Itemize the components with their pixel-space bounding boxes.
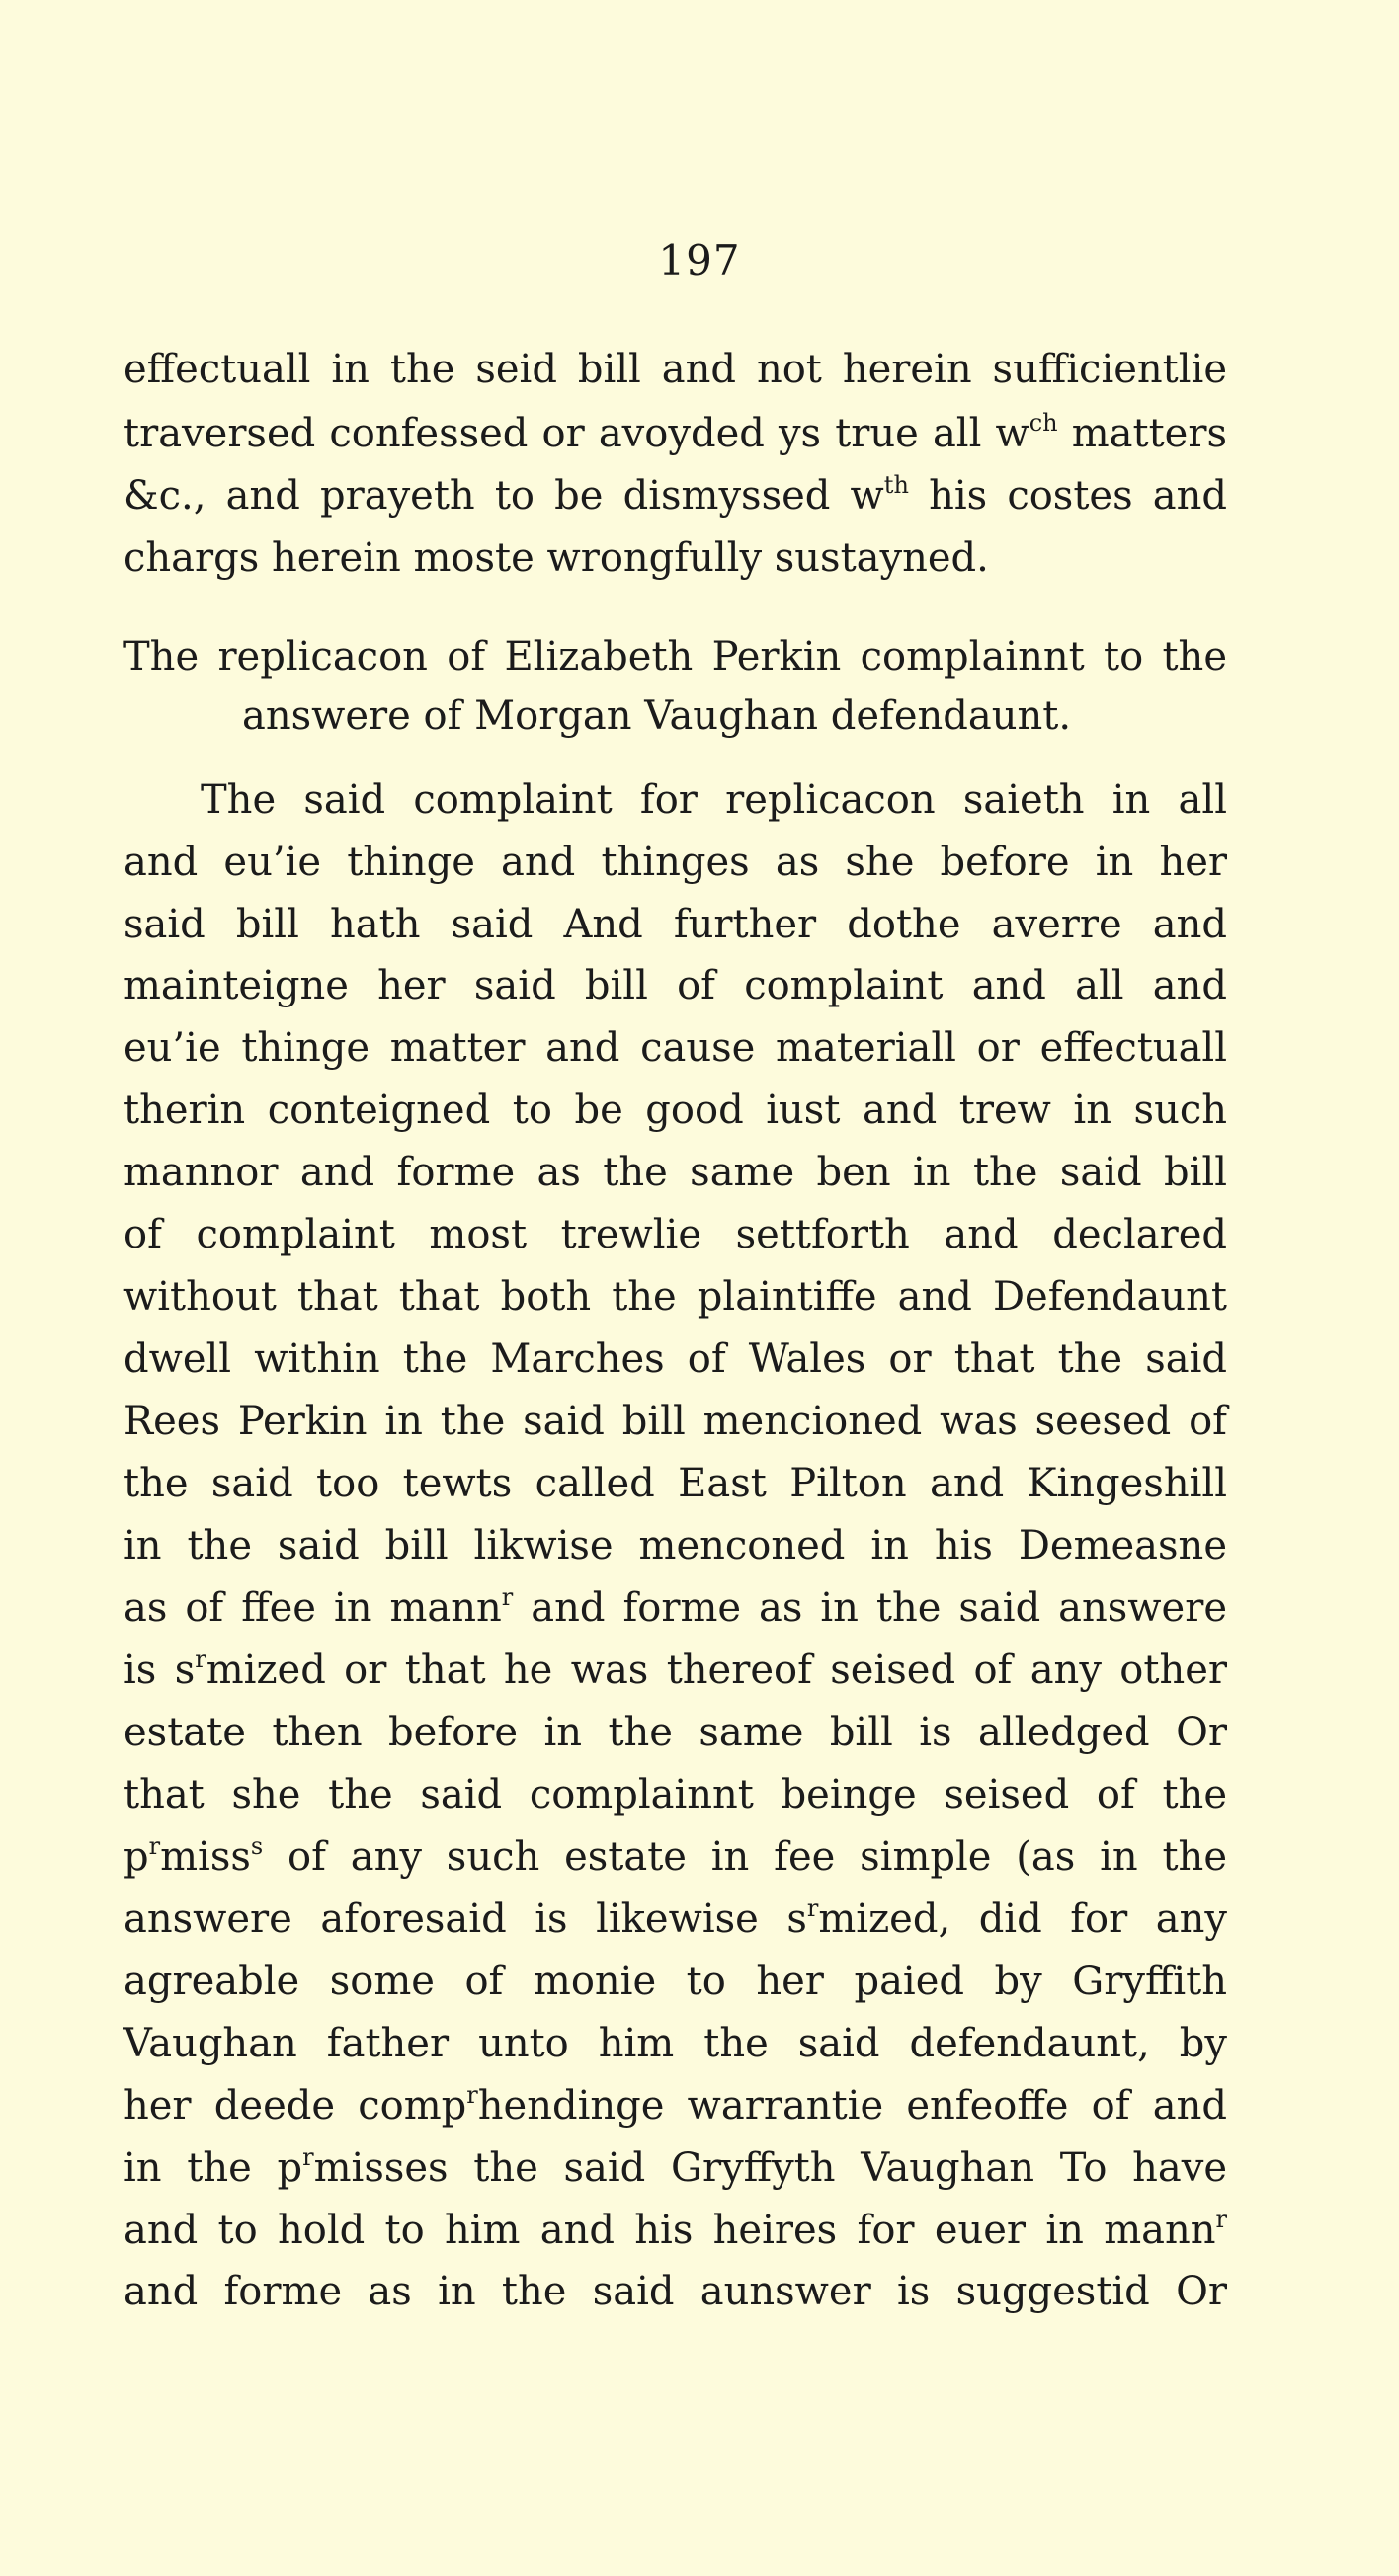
replication-line [123, 1705, 1227, 1760]
replication-line [123, 1020, 1227, 1076]
page-number: 197 [658, 236, 741, 284]
superscript-abbrev: s [250, 1832, 264, 1860]
text-run: estate then before in the same bill is alledged Or [123, 1710, 1227, 1755]
replication-line [123, 2016, 1227, 2071]
text-run: &c., and prayeth to be dismyssed w [123, 473, 884, 519]
replication-line [123, 1331, 1227, 1387]
replication-line [123, 958, 1227, 1013]
superscript-abbrev: r [302, 2143, 314, 2171]
continuation-line [123, 468, 1227, 523]
text-run: and to hold to him and his heires for euer in mann [123, 2208, 1216, 2253]
text-run: The replicacon of Elizabeth Perkin complainnt to the [123, 634, 1227, 680]
text-run: of complaint most trewlie settforth and declared [123, 1212, 1227, 1257]
text-run: matters [1057, 411, 1227, 456]
replication-line [123, 1767, 1227, 1822]
superscript-abbrev: ch [1029, 409, 1058, 437]
text-run: of any such estate in fee simple (as in the [263, 1834, 1227, 1880]
replication-line [123, 2203, 1227, 2258]
text-run: eu’ie thinge matter and cause materiall or effectuall [123, 1025, 1227, 1071]
superscript-abbrev: r [195, 1646, 206, 1673]
continuation-line [123, 530, 1227, 586]
text-run: said bill hath said And further dothe averre and [123, 902, 1227, 947]
continuation-line [123, 406, 1227, 461]
continuation-line [123, 342, 1227, 397]
replication-line [123, 2140, 1227, 2196]
text-run: mainteigne her said bill of complaint and all and [123, 963, 1227, 1008]
text-run: therin conteigned to be good iust and trew in such [123, 1087, 1227, 1133]
superscript-abbrev: r [148, 1832, 161, 1860]
replication-line [123, 1269, 1227, 1325]
replication-line [123, 1083, 1227, 1138]
superscript-abbrev: th [883, 471, 909, 499]
superscript-abbrev: r [1215, 2206, 1227, 2233]
replication-line [123, 2264, 1227, 2319]
text-run: misses the said Gryffyth Vaughan To have [313, 2145, 1227, 2191]
text-run: the said too tewts called East Pilton and Kingeshill [123, 1461, 1227, 1506]
superscript-abbrev: r [501, 1583, 514, 1611]
text-run: Rees Perkin in the said bill mencioned was seesed of [123, 1399, 1227, 1444]
replication-line [201, 772, 1227, 828]
replication-line [123, 1580, 1227, 1636]
text-run: answere aforesaid is likewise s [123, 1896, 807, 1942]
replication-line [123, 1145, 1227, 1200]
text-run: his costes and [908, 473, 1227, 519]
heading-line [242, 688, 1227, 744]
text-run: dwell within the Marches of Wales or that the said [123, 1336, 1227, 1382]
text-run: effectuall in the seid bill and not herein sufficientlie [123, 347, 1227, 392]
text-run: p [123, 1834, 149, 1880]
text-run: mannor and forme as the same ben in the said bill [123, 1150, 1227, 1195]
text-run: and forme as in the said aunswer is suggestid Or [123, 2269, 1227, 2314]
text-run: is s [123, 1648, 196, 1693]
text-run: miss [160, 1834, 251, 1880]
superscript-abbrev: r [806, 1894, 819, 1922]
text-run: without that that both the plaintiffe and Defendaunt [123, 1274, 1227, 1320]
replication-line [123, 1456, 1227, 1511]
text-run: mized or that he was thereof seised of any other [206, 1648, 1227, 1693]
text-run: The said complaint for replicacon saieth in all [201, 777, 1227, 823]
text-run: that she the said complainnt beinge seised of the [123, 1772, 1227, 1817]
replication-line [123, 1394, 1227, 1449]
replication-line [123, 1954, 1227, 2009]
replication-line [123, 835, 1227, 890]
replication-line [123, 1643, 1227, 1698]
replication-line [123, 1829, 1227, 1885]
text-run: mized, did for any [818, 1896, 1228, 1942]
text-run: answere of Morgan Vaughan defendaunt. [242, 693, 1072, 739]
text-run: in the said bill likwise menconed in his Demeasne [123, 1523, 1227, 1569]
text-run: and forme as in the said answere [513, 1585, 1227, 1631]
heading-line [123, 629, 1227, 684]
text-run: her deede comp [123, 2083, 467, 2129]
replication-line [123, 1518, 1227, 1573]
text-run: in the p [123, 2145, 303, 2191]
text-run: and eu’ie thinge and thinges as she before in her [123, 840, 1227, 885]
text-run: traversed confessed or avoyded ys true all w [123, 411, 1029, 456]
replication-line [123, 2078, 1227, 2133]
replication-line [123, 1207, 1227, 1262]
superscript-abbrev: r [466, 2081, 478, 2109]
text-run: agreable some of monie to her paied by Gryffith [123, 1959, 1227, 2004]
text-run: hendinge warrantie enfeoffe of and [477, 2083, 1228, 2129]
text-run: Vaughan father unto him the said defendaunt, by [123, 2021, 1227, 2066]
text-run: chargs herein moste wrongfully sustayned. [123, 535, 989, 581]
replication-line [123, 897, 1227, 952]
text-run: as of ffee in mann [123, 1585, 502, 1631]
replication-line [123, 1892, 1227, 1947]
